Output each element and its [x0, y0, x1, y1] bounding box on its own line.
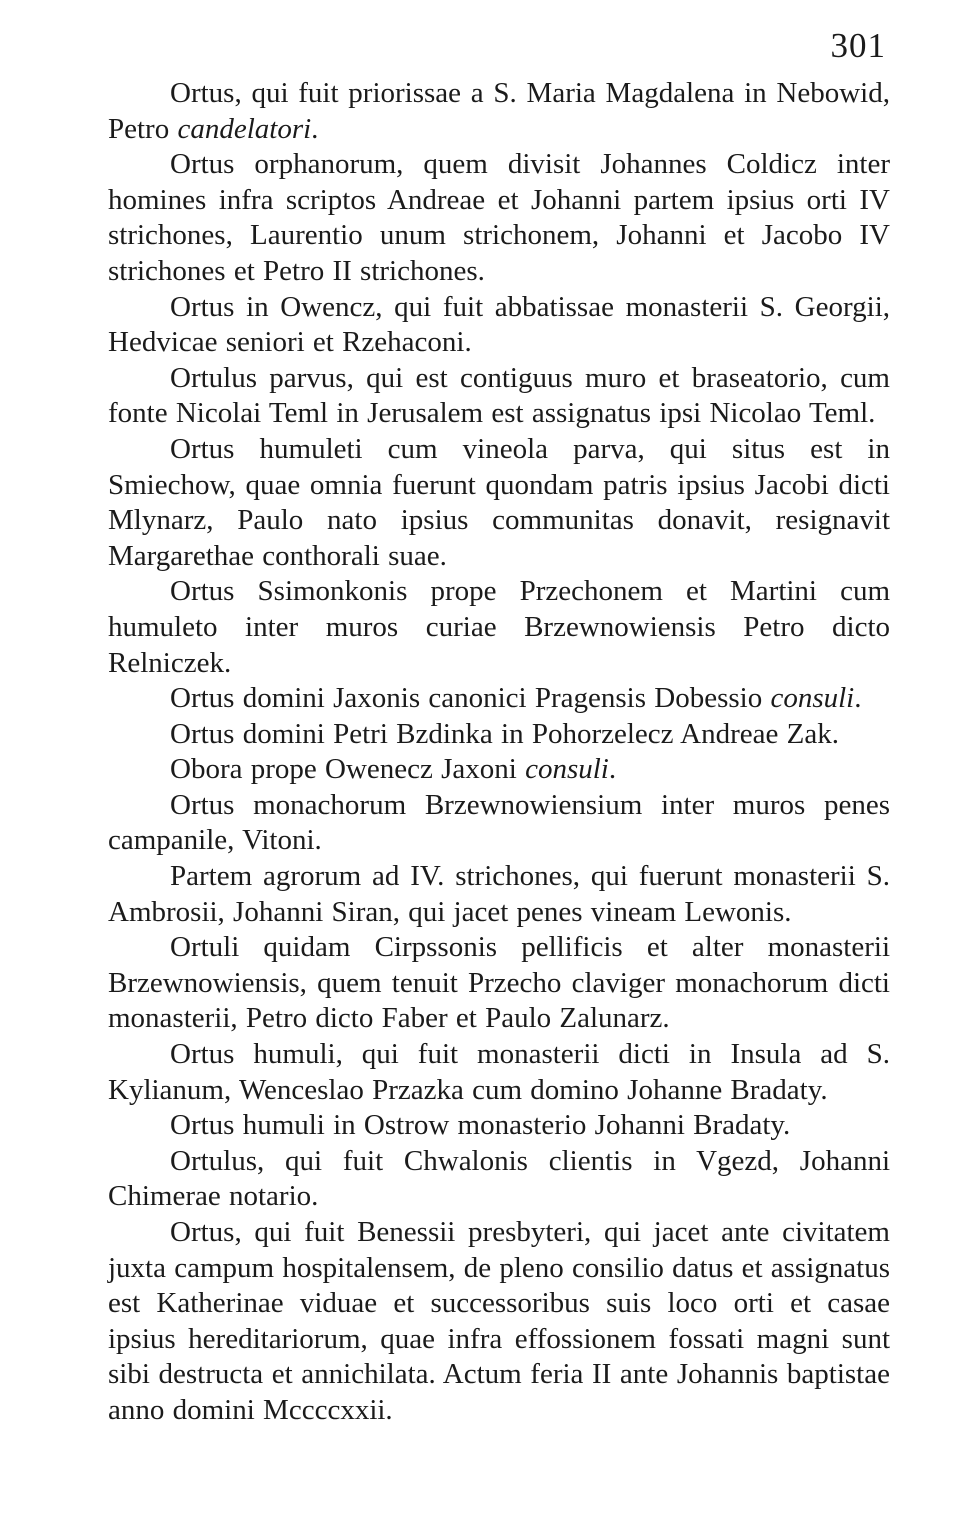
- paragraph: Ortus in Owencz, qui fuit abbatissae monasterii S. Georgii, Hedvicae seniori et Rzehaconi.: [108, 290, 890, 359]
- paragraph: Obora prope Owenecz Jaxoni consuli.: [170, 753, 617, 786]
- paragraph: Ortus humuli in Ostrow monasterio Johanni Bradaty.: [170, 1109, 791, 1142]
- paragraph: Ortus monachorum Brzewnowiensium inter muros penes campanile, Vitoni.: [108, 788, 890, 857]
- paragraph: Ortus, qui fuit Benessii presbyteri, qui jacet ante civitatem juxta campum hospitalensem, de pleno consilio datus et assignatus est Katherinae viduae et successoribus suis loco orti et casae ipsius hereditariorum, quae infra effossionem fossati magni sunt sibi destructa et annichilata. Actum feria II ante Johannis baptistae anno domini Mccccxxii.: [108, 1216, 890, 1426]
- paragraph: Ortulus parvus, qui est contiguus muro et braseatorio, cum fonte Nicolai Teml in Jerusalem est assignatus ipsi Nicolao Teml.: [108, 361, 890, 430]
- text-body: [108, 76, 890, 1429]
- paragraph: Ortus domini Petri Bzdinka in Pohorzelecz Andreae Zak.: [170, 717, 839, 750]
- paragraph: Ortulus, qui fuit Chwalonis clientis in Vgezd, Johanni Chimerae notario.: [108, 1144, 890, 1213]
- paragraph: Ortuli quidam Cirpssonis pellificis et alter monasterii Brzewnowiensis, quem tenuit Przecho claviger monachorum dicti monasterii, Petro dicto Faber et Paulo Zalunarz.: [108, 931, 890, 1035]
- paragraph: Ortus domini Jaxonis canonici Pragensis Dobessio consuli.: [170, 682, 862, 715]
- paragraph: Ortus Ssimonkonis prope Przechonem et Martini cum humuleto inter muros curiae Brzewnowiensis Petro dicto Relniczek.: [108, 575, 890, 679]
- paragraph: Partem agrorum ad IV. strichones, qui fuerunt monasterii S. Ambrosii, Johanni Siran, qui jacet penes vineam Lewonis.: [108, 860, 890, 928]
- paragraph: Ortus, qui fuit priorissae a S. Maria Magdalena in Nebowid, Petro candelatori.: [108, 77, 890, 145]
- paragraph: Ortus humuleti cum vineola parva, qui situs est in Smiechow, quae omnia fuerunt quondam patris ipsius Jacobi dicti Mlynarz, Paulo nato ipsius communitas donavit, resignavit Margarethae conthorali suae.: [108, 432, 890, 572]
- paragraph: Ortus orphanorum, quem divisit Johannes Coldicz inter homines infra scriptos Andreae et Johanni partem ipsius orti IV strichones, Laurentio unum strichonem, Johanni et Jacobo IV strichones et Petro II strichones.: [108, 148, 890, 287]
- paragraph: Ortus humuli, qui fuit monasterii dicti in Insula ad S. Kylianum, Wenceslao Przazka cum domino Johanne Bradaty.: [108, 1038, 890, 1106]
- page-number: 301: [830, 26, 886, 65]
